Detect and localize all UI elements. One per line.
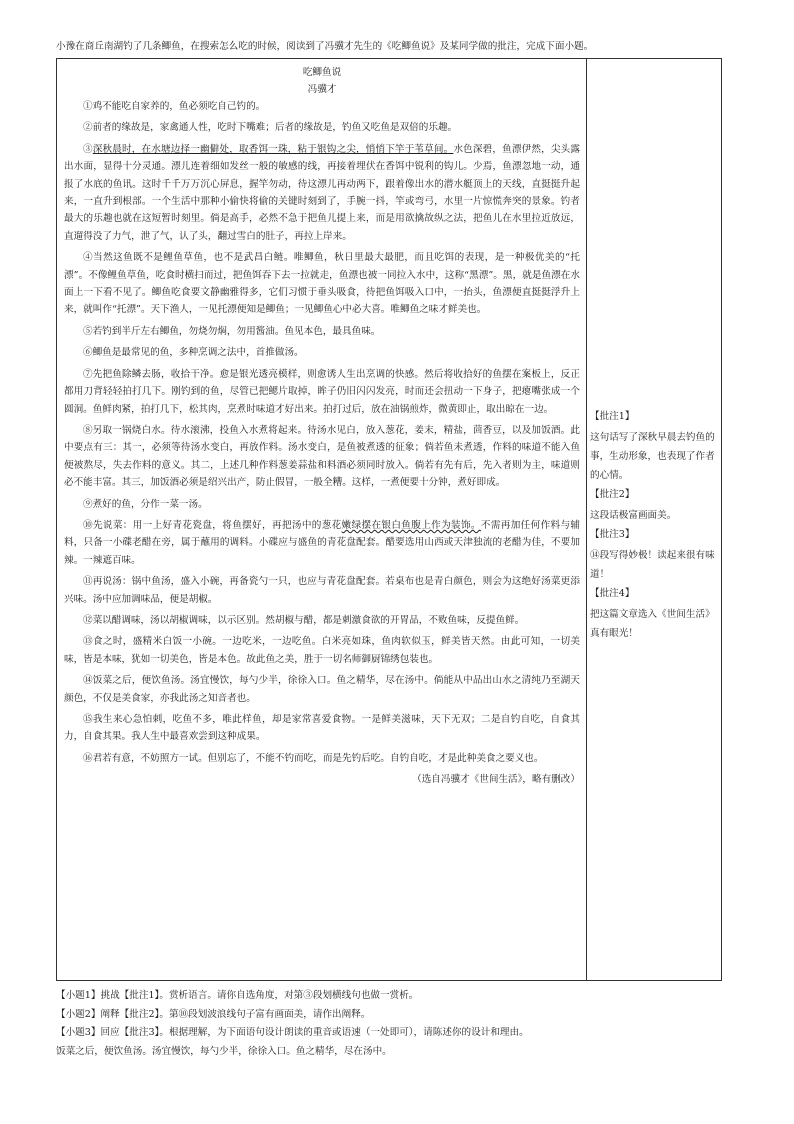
paragraph-5: ⑤若钓到半斤左右鲫鱼，勿烧勿焖，勿用酱油。鱼见本色，最具鱼味。 [83,325,381,337]
paragraph-10-rest: 不需再加任何作料与辅料，只备一小碟老醋在旁，属于蘸用的调料。小碟应与盛鱼的青花盘配套。醋要选用山西或天津独流的老醋为佳，不要加辣。一辣遮百味。 [64,519,581,566]
paragraph-7: ⑦先把鱼除鳞去肠，收拾干净。愈是银光透亮模样，则愈诱人生出烹调的快感。然后将收拾好的鱼摆在案板上，反正都用刀背轻轻拍打几下。刚钓到的鱼，尽管已把鳃片取掉，眸子仍旧闪闪发亮，时而还会扭动一下身子，把瘪嘴张成一个圆洞。鱼鲜肉紧，拍打几下，松其肉，烹煮时味道才好出来。拍打过后，放在油锅煎炸，微黄即止，取出晾在一边。 [64,368,580,415]
annotation-4-label: 【批注4】 [590,588,635,599]
paragraph-10-start: ⑩先说菜：用一上好青花瓷盘，将鱼摆好，再把汤中的葱花 [83,519,342,531]
annotation-4-text: 把这篇文章选入《世间生活》真有眼光！ [590,609,715,639]
underlined-sentence: 深秋晨时，在水塘边择一幽僻处，取香饵一珠，粘于银钩之尖，悄悄下竿于苇草间。 [92,143,454,155]
annotation-column [590,407,718,643]
annotation-3-label: 【批注3】 [590,529,635,540]
paragraph-6: ⑥鲫鱼是最常见的鱼，多种烹调之法中，首推做汤。 [83,347,304,359]
article-column [64,64,580,789]
paragraph-4: ④当然这鱼既不是鲤鱼草鱼，也不是武昌白鲢。唯鲫鱼，秋日里最大最肥，而且吃饵的表现，是一种极优美的“托漂”。不像鲤鱼草鱼，吃食时横扫而过，把鱼饵吞下去一拉就走，鱼漂也被一同拉入水中，这称“黑漂”。黑，就是鱼漂在水面上一下看不见了。鲫鱼吃食要文静幽雅得多，它们习惯于垂头吸食，待把鱼饵吸入口中，一抬头，鱼漂便直挺挺浮升上来，就叫作“托漂”。天下渔人，一见托漂便知是鲫鱼；一见鲫鱼心中必大喜。唯鲫鱼之味才鲜美也。 [64,252,580,316]
paragraph-16: ⑯君若有意，不妨照方一试。但别忘了，不能不钓而吃，而是先钓后吃。自钓自吃，才是此种美食之要义也。 [83,752,544,764]
article-source: （选自冯骥才《世间生活》，略有删改） [412,774,580,786]
question-3-text: 饭菜之后，便饮鱼汤。汤宜慢饮，每勺少半，徐徐入口。鱼之精华，尽在汤中。 [56,1045,392,1057]
annotation-2-label: 【批注2】 [590,489,635,500]
paragraph-14: ⑭饭菜之后，便饮鱼汤。汤宜慢饮，每勺少半，徐徐入口。鱼之精华，尽在汤中。倘能从中品出山水之清纯乃至湖天颜色，不仅是美食家，亦我此汤之知音者也。 [64,675,580,704]
paragraph-3-rest: 水色深碧，鱼漂伊然，尖头露出水面，显得十分灵通。漂儿连着细如发丝一般的敏感的线，再接着埋伏在香饵中锐利的钩儿。少焉，鱼漂忽地一动，通报了水底的鱼讯。这时千千万万沉心屏息，握竿勿动，待这漂儿再动两下，跟着像出水的潜水艇顶上的天线，直挺挺升起来，一直升到根部。一个生活中那种小偷快将偷的关键时刻到了，手腕一抖，竿或弯弓，水里一片惊慌奔突的景象。钓者最大的乐趣也就在这短暂时刻里。倘是高手，必然不急于把鱼儿提上来，而是用欲擒故纵之法，把鱼儿在水里拉近放远，直遛得没了力气，泄了气，认了头，翻过雪白的肚子，再拉上岸来。 [64,143,581,242]
paragraph-2: ②前者的缘故是，家禽通人性，吃时下嘴难；后者的缘故是，钓鱼又吃鱼是双倍的乐趣。 [83,122,458,134]
wavy-underlined-sentence: 嫩绿摆在银白鱼腹上作为装饰。 [341,519,481,531]
question-2: 【小题2】阐释【批注2】。第⑩段划波浪线句子富有画面美，请作出阐释。 [56,1008,371,1020]
paragraph-1: ①鸡不能吃自家养的，鱼必须吃自己钓的。 [83,101,266,112]
article-author: 冯骥才 [307,84,337,95]
paragraph-3 [64,141,580,245]
intro-text: 小豫在商丘南湖钓了几条鲫鱼，在搜索怎么吃的时候，阅读到了冯骥才先生的《吃鲫鱼说》及某同学做的批注，完成下面小题。 [56,41,594,52]
paragraph-8: ⑧另取一锅烧白水。待水滚沸，投鱼入水煮将起来。待汤水见白，放入葱花，姜末，精盐，茴香豆，以及加饭酒。此中要点有三：其一，必须等待汤水变白，再放作料。汤水变白，是鱼被煮透的征象；倘若鱼未煮透，作料的味道不能入鱼便被熬尽，失去作料的意义。其二，上述几种作料葱姜蒜盐和料酒必须同时放入。倘若有先有后，先入者则为主，味道则必不能丰富。其三，加饭酒必须是绍兴出产，防止假冒，一般全糟。这样，一煮便要十分钟，煮好即成。 [64,424,580,489]
paragraph-15: ⑮我生来心急怕刺，吃鱼不多，唯此样鱼，却是家常喜爱食物。一是鲜美滋味，天下无双；二是自钓自吃，自食其力，自食其果。我人生中最喜欢尝到这种成果。 [64,714,580,743]
annotation-1-text: 这句话写了深秋早晨去钓鱼的事，生动形象，也表现了作者的心情。 [590,432,715,481]
paragraph-10 [64,517,580,569]
questions [56,987,756,1061]
paragraph-3-number: ③ [83,143,93,155]
article-title: 吃鲫鱼说 [302,67,342,78]
annotation-1-label: 【批注1】 [590,411,635,422]
paragraph-12: ⑫菜以醋调味，汤以胡椒调味，以示区别。然胡椒与醋，都是刺激食欲的开胃品，不败鱼味，反提鱼鲜。 [83,614,525,626]
question-3: 【小题3】回应【批注3】。根据理解，为下面语句设计朗读的重音或语速（一处即可），请陈述你的设计和理由。 [56,1027,529,1038]
paragraph-13: ⑬食之时，盛精米白饭一小碗。一边吃米，一边吃鱼。白米亮如珠，鱼肉软似玉，鲜美皆天然。由此可知，一切美味，皆是本味，犹如一切美色，皆是本色。故此鱼之美，胜于一切名师御厨锦绣包装也。 [64,636,580,665]
annotation-2-text: 这段话极富画面美。 [590,510,677,521]
paragraph-11: ⑪再说汤：锅中鱼汤，盛入小碗，再备瓷勺一只，也应与青花盘配套。若桌布也是青白颜色，则会为这绝好汤菜更添兴味。汤中应加调味品，便是胡椒。 [64,576,580,605]
question-1: 【小题1】挑战【批注1】。赏析语言。请你自选角度，对第③段划横线句也做一赏析。 [56,990,419,1001]
annotation-3-text: ⑭段写得妙极！读起来很有味道！ [590,550,715,580]
paragraph-9: ⑨煮好的鱼，分作一菜一汤。 [83,498,208,510]
column-divider [586,58,587,981]
